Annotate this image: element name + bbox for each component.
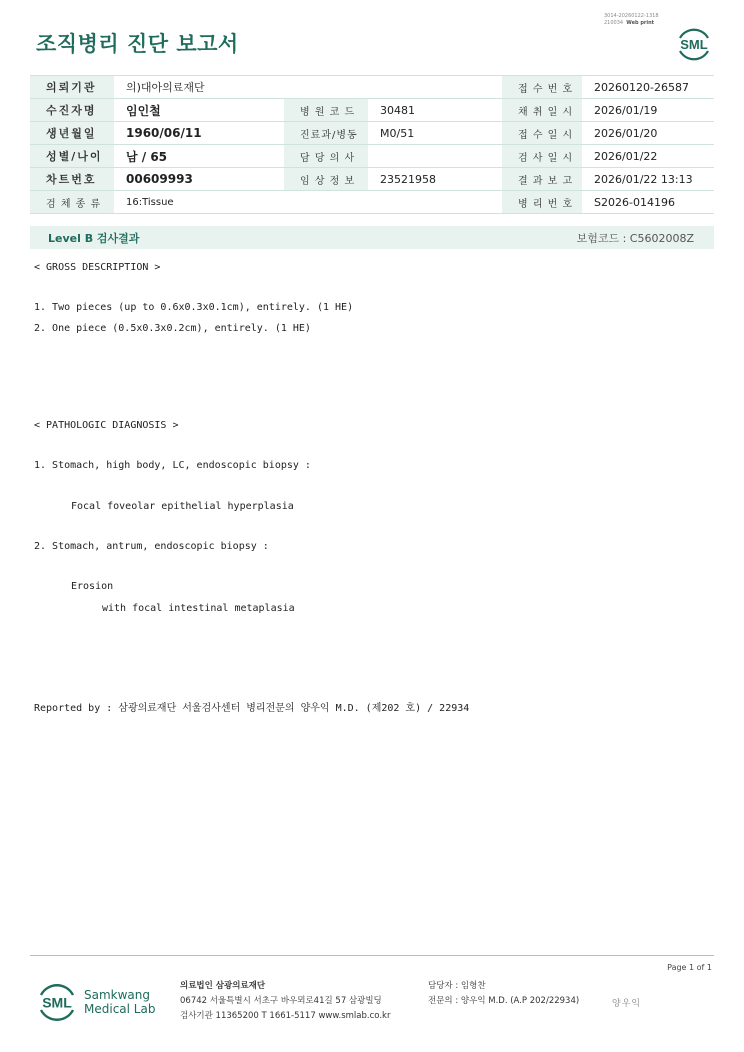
patient-info-table [30, 75, 714, 214]
dept-label: 진료과/병동 [284, 122, 368, 145]
requester-label: 의뢰기관 [30, 76, 114, 99]
staff-label: 담당자 : [428, 981, 459, 991]
diagnosis-result-1: Focal foveolar epithelial hyperplasia [71, 501, 294, 512]
collect-date-value: 2026/01/19 [582, 99, 714, 122]
exam-date-label: 검 사 일 시 [502, 145, 582, 168]
gross-heading: < GROSS DESCRIPTION > [34, 262, 161, 273]
receipt-date-label: 접 수 일 시 [502, 122, 582, 145]
diagnosis-result-2: Erosion [71, 581, 114, 592]
table-row [30, 191, 714, 214]
footer-org [180, 979, 390, 1024]
receipt-no-label: 접 수 번 호 [502, 76, 582, 99]
hospital-code-value: 30481 [368, 99, 502, 122]
diagnosis-item-1: 1. Stomach, high body, LC, endoscopic biopsy : [34, 460, 311, 471]
sml-logo-icon [36, 979, 78, 1025]
print-label: Web print [626, 20, 655, 26]
org-contact: 검사기관 11365200 T 1661-5117 www.smlab.co.kr [180, 1011, 391, 1021]
doctor-value [368, 145, 502, 168]
svg-text:SML: SML [680, 37, 708, 52]
result-date-label: 결 과 보 고 [502, 168, 582, 191]
patient-label: 수진자명 [30, 99, 114, 122]
org-address: 06742 서울특별시 서초구 바우뫼로41길 57 삼광빌딩 [180, 996, 382, 1006]
table-row [30, 168, 714, 191]
clinical-label: 임 상 정 보 [284, 168, 368, 191]
print-id [604, 13, 659, 27]
gross-item-2: 2. One piece (0.5x0.3x0.2cm), entirely. (1 HE) [34, 323, 311, 334]
hospital-code-label: 병 원 코 드 [284, 99, 368, 122]
diagnosis-item-2: 2. Stomach, antrum, endoscopic biopsy : [34, 541, 269, 552]
table-row [30, 99, 714, 122]
reported-by: Reported by : 삼광의료재단 서울검사센터 병리전문의 양우익 M.D. (제202 호) / 22934 [34, 703, 470, 714]
collect-date-label: 채 취 일 시 [502, 99, 582, 122]
chart-label: 차트번호 [30, 168, 114, 191]
footer-brand [84, 988, 155, 1016]
birth-value: 1960/06/11 [114, 122, 284, 145]
result-date-value: 2026/01/22 13:13 [582, 168, 714, 191]
sex-age-label: 성별/나이 [30, 145, 114, 168]
level-label: Level B 검사결과 [48, 232, 140, 245]
svg-text:SML: SML [42, 994, 72, 1011]
specimen-value: 16:Tissue [114, 191, 502, 214]
print-code: 3014-20260122-1318 [604, 13, 659, 19]
sml-logo-icon [674, 24, 714, 64]
diagnosis-result-2-sub: with focal intestinal metaplasia [102, 603, 295, 614]
brand-line-1: Samkwang [84, 988, 150, 1002]
table-row [30, 122, 714, 145]
brand-line-2: Medical Lab [84, 1002, 156, 1016]
org-name: 의료법인 삼광의료재단 [180, 981, 266, 991]
staff-name: 임형찬 [460, 981, 486, 991]
clinical-value: 23521958 [368, 168, 502, 191]
receipt-date-value: 2026/01/20 [582, 122, 714, 145]
path-no-value: S2026-014196 [582, 191, 714, 214]
dept-value: M0/51 [368, 122, 502, 145]
chart-value: 00609993 [114, 168, 284, 191]
doctor-label: 담 당 의 사 [284, 145, 368, 168]
receipt-no-value: 20260120-26587 [582, 76, 714, 99]
path-no-label: 병 리 번 호 [502, 191, 582, 214]
exam-date-value: 2026/01/22 [582, 145, 714, 168]
table-row [30, 145, 714, 168]
requester-value: 의)대아의료재단 [114, 76, 502, 99]
page-number: Page 1 of 1 [667, 963, 712, 972]
gross-item-1: 1. Two pieces (up to 0.6x0.3x0.1cm), entirely. (1 HE) [34, 302, 354, 313]
specialist-label: 전문의 : [428, 996, 459, 1006]
footer-staff [428, 979, 579, 1009]
specialist-name: 양우익 M.D. (A.P 202/22934) [460, 996, 580, 1006]
table-row [30, 76, 714, 99]
insurance-code: 보험코드 : C5602008Z [576, 232, 694, 245]
sex-age-value: 남 / 65 [114, 145, 284, 168]
print-time: 210034 [604, 20, 624, 26]
diagnosis-heading: < PATHOLOGIC DIAGNOSIS > [34, 420, 179, 431]
specimen-label: 검 체 종 류 [30, 191, 114, 214]
patient-value: 임인철 [114, 99, 284, 122]
signature-stamp: 양우익 [612, 999, 642, 1009]
birth-label: 생년월일 [30, 122, 114, 145]
footer-divider [30, 955, 714, 956]
page-title: 조직병리 진단 보고서 [36, 32, 239, 56]
